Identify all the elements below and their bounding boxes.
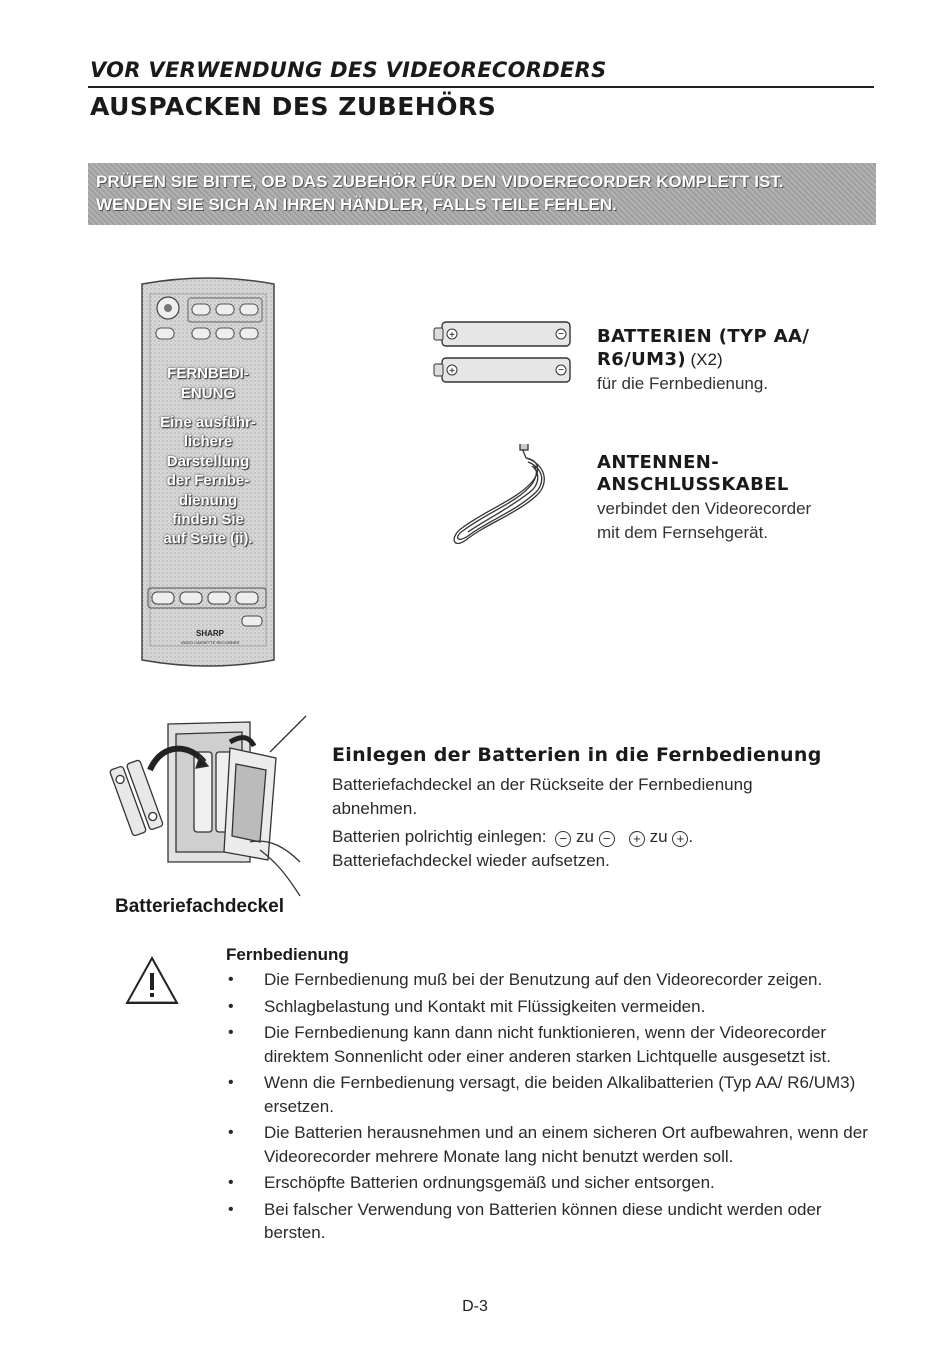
cable-title-line-2: ANSCHLUSSKABEL (597, 474, 789, 495)
list-item: • Die Batterien herausnehmen und an einem sicheren Ort aufbewahren, wenn der Videorecorder mehrere Monate lang nicht benutzt werden soll. (226, 1121, 876, 1168)
batteries-desc: für die Fernbedienung. (597, 374, 769, 393)
insert-p2-zu-2: zu (649, 827, 668, 846)
batteries-illustration (430, 318, 580, 390)
page-number: D-3 (462, 1298, 488, 1315)
insert-p1-line-1: Batteriefachdeckel an der Rückseite der Fernbedienung (332, 775, 753, 794)
list-item: • Die Fernbedienung kann dann nicht funktionieren, wenn der Videorecorder direktem Sonnenlicht oder einer anderen starken Lichtquelle ausgesetzt ist. (226, 1021, 876, 1068)
list-item: • Schlagbelastung und Kontakt mit Flüssigkeiten vermeiden. (226, 995, 876, 1019)
plus-symbol-icon: + (629, 831, 645, 847)
svg-text:−: − (558, 365, 564, 376)
remote-desc-line-4: der Fernbe- (166, 472, 250, 489)
remote-desc-line-1: Eine ausführ- (160, 414, 256, 431)
remote-title-line-2: ENUNG (180, 385, 236, 402)
remote-desc-line-3: Darstellung (166, 453, 250, 470)
list-item: • Bei falscher Verwendung von Batterien können diese undicht werden oder bersten. (226, 1198, 876, 1245)
antenna-cable-illustration (446, 444, 556, 554)
insert-heading: Einlegen der Batterien in die Fernbedienung (332, 744, 822, 766)
remote-desc-line-7: auf Seite (ii). (163, 530, 253, 547)
svg-text:−: − (558, 329, 564, 340)
insert-p2-zu-1: zu (576, 827, 594, 846)
batteries-title-line-1: BATTERIEN (TYP AA/ (597, 326, 810, 347)
remote-brand: SHARP (195, 629, 225, 638)
cable-title-line-1: ANTENNEN- (597, 452, 720, 473)
notice-line-2: WENDEN SIE SICH AN IHREN HÄNDLER, FALLS TEILE FEHLEN. (96, 195, 617, 214)
svg-text:+: + (449, 330, 455, 341)
minus-symbol-icon: − (599, 831, 615, 847)
cable-desc-line-2: mit dem Fernsehgerät. (597, 523, 769, 542)
batteries-title-line-2: R6/UM3) (597, 349, 687, 370)
list-item: • Wenn die Fernbedienung versagt, die beiden Alkalibatterien (Typ AA/ R6/UM3) ersetzen. (226, 1071, 876, 1118)
battery-insertion-illustration (100, 712, 312, 900)
list-item: • Die Fernbedienung muß bei der Benutzung auf den Videorecorder zeigen. (226, 968, 876, 992)
insert-p2: Batterien polrichtig einlegen: − zu − + zu + . (332, 827, 694, 846)
warning-list (226, 968, 876, 1248)
remote-desc-line-5: dienung (178, 492, 238, 509)
list-item: • Erschöpfte Batterien ordnungsgemäß und sicher entsorgen. (226, 1171, 876, 1195)
notice-banner (88, 163, 876, 225)
svg-text:+: + (449, 366, 455, 377)
section-title: VOR VERWENDUNG DES VIDEORECORDERS (90, 58, 607, 82)
batteries-qty: (X2) (690, 350, 723, 369)
plus-symbol-icon: + (672, 831, 688, 847)
remote-brand-sub: VIDEO CASSETTE RECORDER (180, 640, 240, 645)
header-rule (88, 86, 874, 88)
insert-p1-line-2: abnehmen. (332, 799, 418, 818)
remote-title-line-1: FERNBEDI- (167, 365, 249, 382)
page-title: AUSPACKEN DES ZUBEHÖRS (90, 92, 497, 121)
minus-symbol-icon: − (555, 831, 571, 847)
remote-desc-line-6: finden Sie (172, 511, 244, 528)
battery-cover-caption: Batteriefachdeckel (115, 896, 284, 917)
insert-p2-prefix: Batterien polrichtig einlegen: (332, 827, 547, 846)
warning-triangle-icon (124, 955, 180, 1007)
warning-subhead: Fernbedienung (226, 945, 349, 964)
notice-line-1: PRÜFEN SIE BITTE, OB DAS ZUBEHÖR FÜR DEN VIDOERECORDER KOMPLETT IST. (96, 172, 784, 191)
cable-desc-line-1: verbindet den Videorecorder (597, 499, 812, 518)
insert-p3: Batteriefachdeckel wieder aufsetzen. (332, 851, 610, 870)
remote-desc-line-2: lichere (183, 433, 233, 450)
